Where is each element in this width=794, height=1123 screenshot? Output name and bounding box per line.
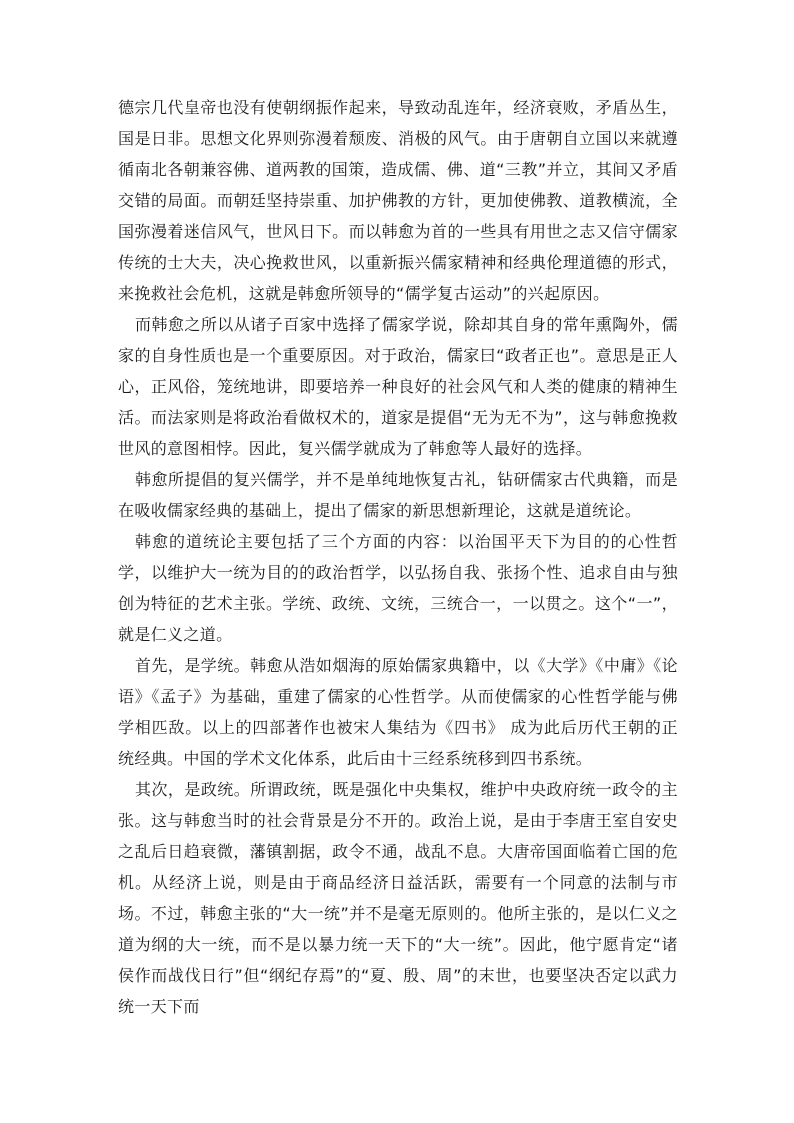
document-page — [118, 92, 678, 1022]
paragraph-2: 而韩愈之所以从诸子百家中选择了儒家学说，除却其自身的常年熏陶外，儒家的自身性质也是一个重要原因。对于政治，儒家曰“政者正也”。意思是正人心，正风俗，笼统地讲，即要培养一种良好的社会风气和人类的健康的精神生活。而法家则是将政治看做权术的，道家是提倡“无为无不为”，这与韩愈挽救世风的意图相悖。因此，复兴儒学就成为了韩愈等人最好的选择。 — [118, 315, 678, 458]
paragraph-5: 首先，是学统。韩愈从浩如烟海的原始儒家典籍中，以《大学》《中庸》《论语》《孟子》为基础，重建了儒家的心性哲学。从而使儒家的心性哲学能与佛学相匹敌。以上的四部著作也被宋人集结为《四书》 成为此后历代王朝的正统经典。中国的学术文化体系，此后由十三经系统移到四书系统。 — [118, 656, 678, 768]
paragraph-4: 韩愈的道统论主要包括了三个方面的内容：以治国平天下为目的的心性哲学，以维护大一统为目的的政治哲学，以弘扬自我、张扬个性、追求自由与独创为特征的艺术主张。学统、政统、文统，三统合一，一以贯之。这个“一”，就是仁义之道。 — [118, 532, 678, 644]
paragraph-6: 其次，是政统。所谓政统，既是强化中央集权，维护中央政府统一政令的主张。这与韩愈当时的社会背景是分不开的。政治上说，是由于李唐王室自安史之乱后日趋衰微，藩镇割据，政令不通，战乱不息。大唐帝国面临着亡国的危机。从经济上说，则是由于商品经济日益活跃，需要有一个同意的法制与市场。不过，韩愈主张的“大一统”并不是毫无原则的。他所主张的，是以仁义之道为纲的大一统，而不是以暴力统一天下的“大一统”。因此，他宁愿肯定“诸侯作而战伐日行”但“纲纪存焉”的“夏、殷、周”的末世，也要坚决否定以武力统一天下而 — [118, 780, 678, 1016]
paragraph-1: 德宗几代皇帝也没有使朝纲振作起来，导致动乱连年，经济衰败，矛盾丛生，国是日非。思想文化界则弥漫着颓废、消极的风气。由于唐朝自立国以来就遵循南北各朝兼容佛、道两教的国策，造成儒、佛、道“三教”并立，其间又矛盾交错的局面。而朝廷坚持崇重、加护佛教的方针，更加使佛教、道教横流，全国弥漫着迷信风气，世风日下。而以韩愈为首的一些具有用世之志又信守儒家传统的士大夫，决心挽救世风，以重新振兴儒家精神和经典伦理道德的形式，来挽救社会危机，这就是韩愈所领导的“儒学复古运动”的兴起原因。 — [118, 98, 678, 303]
paragraph-3: 韩愈所提倡的复兴儒学，并不是单纯地恢复古礼，钻研儒家古代典籍，而是在吸收儒家经典的基础上，提出了儒家的新思想新理论，这就是道统论。 — [118, 470, 678, 520]
